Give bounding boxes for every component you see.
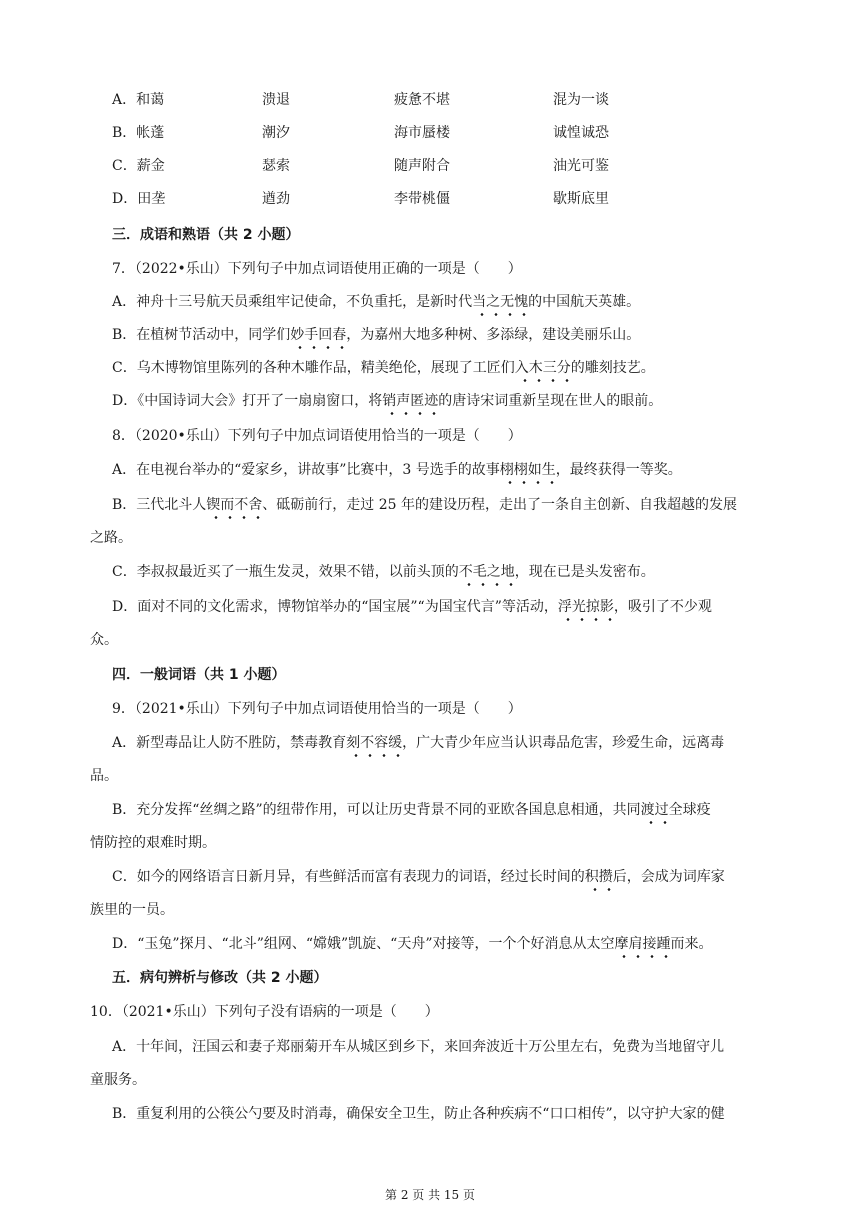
question-option [112, 597, 712, 617]
question-option [112, 867, 725, 887]
option-text: A．神舟十三号航天员乘组牢记使命，不负重托，是新时代 [112, 294, 473, 310]
option-text: A．新型毒品让人防不胜防，禁毒教育 [112, 735, 347, 751]
option-row-c [112, 156, 752, 176]
option-text: B．在植树节活动中，同学们 [112, 327, 291, 343]
option-text: C．如今的网络语言日新月异，有些鲜活而富有表现力的词语，经过长时间的 [112, 869, 585, 885]
question-option [112, 562, 655, 582]
question-stem: 8．（2020•乐山）下列句子中加点词语使用恰当的一项是（ ） [112, 428, 522, 444]
option-label: B．帐蓬 [112, 125, 165, 141]
option-word: 随声附合 [394, 158, 450, 174]
question-stem: 9．（2021•乐山）下列句子中加点词语使用恰当的一项是（ ） [112, 701, 522, 717]
option-text: A．在电视台举办的“爱家乡，讲故事”比赛中，3 号选手的故事 [112, 462, 500, 478]
question-option [112, 292, 640, 312]
dotted-word: 入木三分 [514, 360, 571, 376]
option-text: 的中国航天英雄。 [528, 294, 641, 310]
option-text: ，最终获得一等奖。 [555, 462, 682, 478]
option-text: D．《中国诗词大会》打开了一扇扇窗口，将 [112, 393, 383, 409]
option-text: ，广大青少年应当认识毒品危害，珍爱生命，远离毒 [402, 735, 725, 751]
option-row-b [112, 123, 752, 143]
dotted-word: 积攒 [584, 869, 613, 885]
question-option [112, 733, 724, 753]
dotted-word: 刻不容缓 [346, 735, 403, 751]
option-row-d [112, 189, 752, 209]
question-option [112, 358, 655, 378]
question-option [112, 460, 682, 480]
option-continuation: 族里的一员。 [90, 902, 174, 918]
section-heading: 五．病句辨析与修改（共 2 小题） [112, 970, 328, 986]
option-word: 疲惫不堪 [394, 92, 450, 108]
option-label: C．薪金 [112, 158, 165, 174]
option-continuation: 品。 [90, 768, 118, 784]
option-continuation: 情防控的艰难时期。 [90, 835, 216, 851]
option-word: 溃退 [262, 92, 290, 108]
option-label: D．田垄 [112, 191, 166, 207]
option-word: 瑟索 [262, 158, 290, 174]
option-text: 、砥砺前行，走过 25 年的建设历程，走出了一条自主创新、自我超越的发展 [262, 497, 738, 513]
option-text: B．三代北斗人 [112, 497, 207, 513]
option-text: ，为嘉州大地多种树、多添绿，建设美丽乐山。 [346, 327, 641, 343]
question-option [112, 325, 640, 345]
option-word: 李带桃僵 [394, 191, 450, 207]
option-text: 全球疫 [668, 802, 711, 818]
option-word: 诚惶诚恐 [553, 125, 609, 141]
option-text: B．充分发挥“丝绸之路”的纽带作用，可以让历史背景不同的亚欧各国息息相通，共同 [112, 802, 641, 818]
option-word: 油光可鉴 [553, 158, 609, 174]
option-text: 的唐诗宋词重新呈现在世人的眼前。 [438, 393, 663, 409]
question-option [112, 391, 662, 411]
dotted-word: 锲而不舍 [206, 497, 263, 513]
option-label: A．和蔼 [112, 92, 165, 108]
option-text: C．乌木博物馆里陈列的各种木雕作品，精美绝伦，展现了工匠们 [112, 360, 515, 376]
option-text: ，吸引了不少观 [613, 599, 712, 615]
option-continuation: 众。 [90, 632, 118, 648]
option-text: D．“玉兔”探月、“北斗”组网、“嫦娥”凯旋、“天舟”对接等，一个个好消息从太空 [112, 936, 615, 952]
option-text: D．面对不同的文化需求，博物馆举办的“国宝展”“为国宝代言”等活动， [112, 599, 558, 615]
page-footer: 第 2 页 共 15 页 [385, 1188, 475, 1202]
question-option [112, 934, 712, 954]
option-text: 后，会成为词库家 [612, 869, 725, 885]
option-word: 混为一谈 [553, 92, 609, 108]
option-word: 遒劲 [262, 191, 290, 207]
option-continuation: 之路。 [90, 530, 132, 546]
dotted-word: 浮光掠影 [557, 599, 614, 615]
option-word: 海市蜃楼 [394, 125, 450, 141]
option-row-a [112, 90, 752, 110]
option-text: C．李叔叔最近买了一瓶生发灵，效果不错，以前头顶的 [112, 564, 459, 580]
question-option: A．十年间，汪国云和妻子郑丽菊开车从城区到乡下，来回奔波近十万公里左右，免费为当地留守儿 [112, 1039, 725, 1055]
question-stem: 10．（2021•乐山）下列句子没有语病的一项是（ ） [90, 1004, 439, 1020]
question-option [112, 800, 711, 820]
option-text: 的雕刻技艺。 [570, 360, 655, 376]
option-word: 潮汐 [262, 125, 290, 141]
dotted-word: 摩肩接踵 [614, 936, 671, 952]
dotted-word: 当之无愧 [472, 294, 529, 310]
question-option [112, 495, 737, 515]
dotted-word: 销声匿迹 [382, 393, 439, 409]
question-stem: 7．（2022•乐山）下列句子中加点词语使用正确的一项是（ ） [112, 261, 522, 277]
option-continuation: 童服务。 [90, 1072, 146, 1088]
option-text: 而来。 [670, 936, 713, 952]
section-heading: 三．成语和熟语（共 2 小题） [112, 227, 300, 243]
question-option: B．重复利用的公筷公勺要及时消毒，确保安全卫生，防止各种疾病不“口口相传”，以守护大家的健 [112, 1106, 725, 1122]
dotted-word: 栩栩如生 [499, 462, 556, 478]
dotted-word: 妙手回春 [290, 327, 347, 343]
dotted-word: 不毛之地 [458, 564, 515, 580]
option-word: 歇斯底里 [553, 191, 609, 207]
option-text: ，现在已是头发密布。 [514, 564, 655, 580]
dotted-word: 渡过 [640, 802, 669, 818]
section-heading: 四．一般词语（共 1 小题） [112, 667, 286, 683]
